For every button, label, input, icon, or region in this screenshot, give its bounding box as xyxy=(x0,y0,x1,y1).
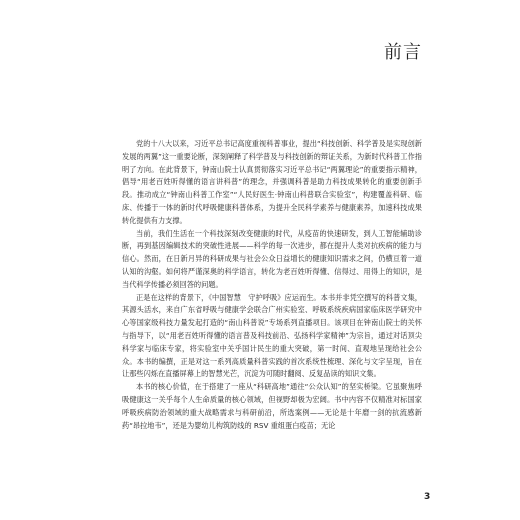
paragraph: 本书的核心价值，在于搭建了一座从“科研高地”通往“公众认知”的坚实桥梁。它虽聚焦呼吸健康这一关乎每个人生命质量的核心领域，但视野却极为宏阔。书中内容不仅精准对标国家呼吸疾病防治领域的重大战略需求与科研前沿，所选案例——无论是十年磨一剑的抗流感新药“昂拉地韦”，还是为婴幼儿构筑防线的 RSV 重组蛋白疫苗；无论 xyxy=(122,382,422,430)
paragraph: 党的十八大以来，习近平总书记高度重视科普事业，提出“科技创新、科学普及是实现创新发展的两翼”这一重要论断，深刻阐释了科学普及与科技创新的辩证关系，为新时代科普工作指明了方向。在此背景下，钟南山院士认真贯彻落实习近平总书记“两翼理论”的重要指示精神，倡导“用老百姓听得懂的语言讲科普”的理念，并强调科普是助力科技成果转化的重要创新手段。推动成立“钟南山科普工作室”“人民好医生·钟南山科普联合实验室”，构建覆盖科研、临床、传播于一体的新时代呼吸健康科普体系，为提升全民科学素养与健康素养，加速科技成果转化提供有力支撑。 xyxy=(122,139,422,225)
page-number: 3 xyxy=(424,492,431,502)
paragraph: 正是在这样的背景下，《中国智慧 守护呼吸》应运而生。本书并非凭空撰写的科普文集，其源头活水，来自广东省呼吸与健康学会联合广州实验室、呼吸系统疾病国家临床医学研究中心等国家级科技力量发起打造的“南山科普说”专场系列直播项目。该项目在钟南山院士的关怀与指导下，以“用老百姓听得懂的语言普及科技前沿、弘扬科学家精神”为宗旨，通过对话顶尖科学家与临床专家，将实验室中关乎国计民生的重大突破，第一时间、直观地呈现给社会公众。本书的编撰，正是对这一系列高质量科普实践的首次系统性梳理、深化与文字呈现，旨在让那些闪烁在直播屏幕上的智慧光芒，沉淀为可随时翻阅、反复品读的知识文集。 xyxy=(122,292,422,379)
paragraph: 当前，我们生活在一个科技深刻改变健康的时代，从疫苗的快速研发，到人工智能辅助诊断，再到基因编辑技术的突破性进展——科学的每一次进步，都在提升人类对抗疾病的能力与信心。然而，在日新月异的科研成果与社会公众日益增长的健康知识需求之间，仍横亘着一道认知的沟壑。如何将严谨深奥的科学语言，转化为老百姓听得懂、信得过、用得上的知识，是当代科学传播必须回答的问题。 xyxy=(122,228,422,289)
body-text xyxy=(122,138,422,432)
page-title: 前言 xyxy=(384,42,422,63)
